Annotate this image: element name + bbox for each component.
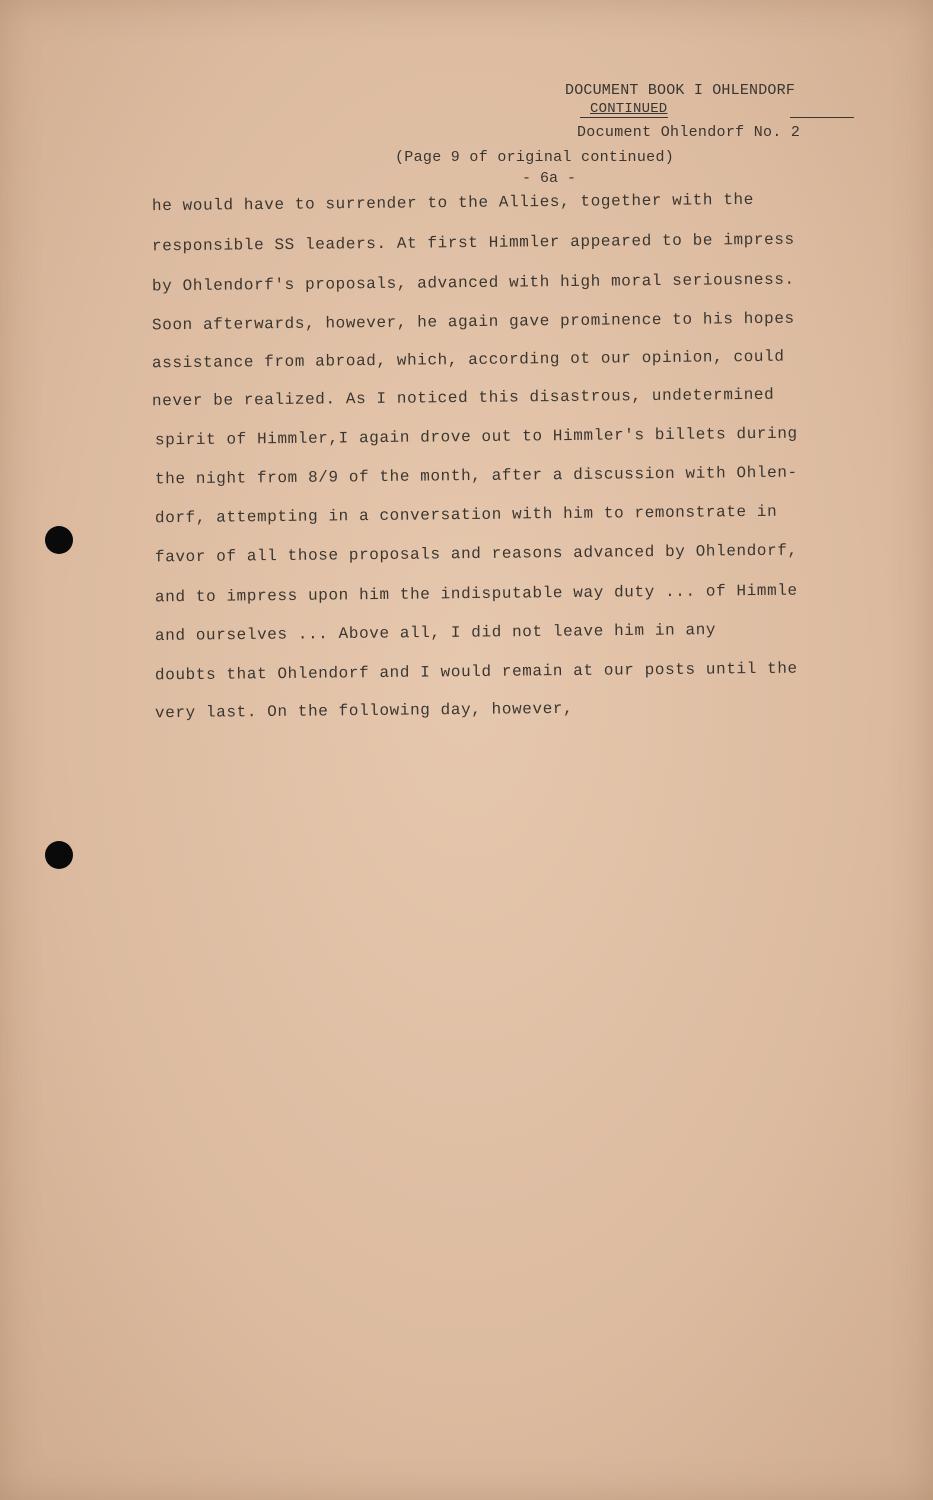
punch-hole xyxy=(45,526,73,554)
page-number: - 6a - xyxy=(522,170,577,187)
body-line: doubts that Ohlendorf and I would remain at our posts until the xyxy=(154,659,798,685)
document-number: Document Ohlendorf No. 2 xyxy=(577,124,801,141)
body-line: assistance from abroad, which, according ot our opinion, could xyxy=(151,347,785,373)
document-book-title: DOCUMENT BOOK I OHLENDORF xyxy=(565,82,796,99)
body-line: spirit of Himmler,I again drove out to Himmler's billets during xyxy=(154,424,798,450)
page-reference: (Page 9 of original continued) xyxy=(395,149,675,166)
body-line: and ourselves ... Above all, I did not leave him in any xyxy=(154,621,717,645)
punch-hole xyxy=(45,841,73,869)
header-rule xyxy=(580,117,668,118)
document-book-subtitle: CONTINUED xyxy=(590,101,668,117)
body-line: responsible SS leaders. At first Himmler appeared to be impress xyxy=(151,230,795,256)
body-line: dorf, attempting in a conversation with him to remonstrate in xyxy=(154,502,778,528)
body-line: by Ohlendorf's proposals, advanced with high moral seriousness. xyxy=(151,270,795,296)
body-line: very last. On the following day, however, xyxy=(154,699,574,723)
body-line: favor of all those proposals and reasons advanced by Ohlendorf, xyxy=(154,541,798,567)
body-line: he would have to surrender to the Allies, together with the xyxy=(151,190,754,216)
body-line: and to impress upon him the indisputable way duty ... of Himmle xyxy=(154,581,798,607)
body-line: the night from 8/9 of the month, after a discussion with Ohlen- xyxy=(154,463,798,489)
body-line: never be realized. As I noticed this disastrous, undetermined xyxy=(151,385,775,411)
header-rule xyxy=(790,117,854,118)
body-line: Soon afterwards, however, he again gave prominence to his hopes xyxy=(151,309,795,335)
